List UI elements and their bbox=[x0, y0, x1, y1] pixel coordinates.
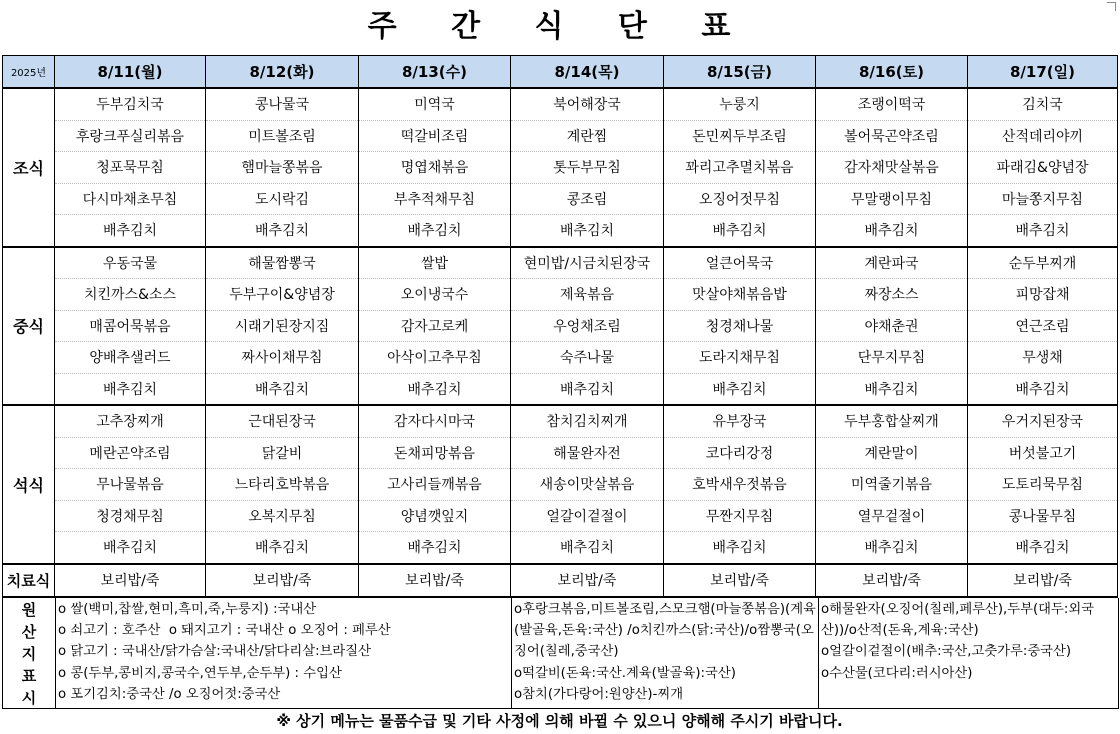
corner-mark bbox=[1107, 2, 1116, 11]
menu-item: 배추김치 bbox=[206, 373, 359, 405]
therapeutic-item: 보리밥/죽 bbox=[968, 564, 1118, 597]
menu-item: 돈민찌두부조림 bbox=[664, 120, 816, 152]
menu-item: 무생채 bbox=[968, 342, 1118, 374]
menu-item: 도토리묵무침 bbox=[968, 469, 1118, 501]
menu-item: 배추김치 bbox=[359, 215, 511, 247]
menu-item: 연근조림 bbox=[968, 310, 1118, 342]
menu-item: 청포묵무침 bbox=[55, 152, 206, 184]
menu-row bbox=[3, 373, 1118, 405]
menu-item: 우엉채조림 bbox=[511, 310, 664, 342]
menu-item: 두부홍합살찌개 bbox=[816, 405, 968, 437]
year-label: 2025년 bbox=[3, 56, 55, 89]
menu-item: 북어해장국 bbox=[511, 88, 664, 120]
menu-row bbox=[3, 120, 1118, 152]
menu-item: 콩조림 bbox=[511, 183, 664, 215]
menu-item: 양념깻잎지 bbox=[359, 500, 511, 532]
menu-item: 야채춘권 bbox=[816, 310, 968, 342]
origin-label-char: 시 bbox=[21, 688, 37, 707]
menu-item: 꽈리고추멸치볶음 bbox=[664, 152, 816, 184]
day-header: 8/14(목) bbox=[511, 56, 664, 89]
menu-item: 우동국물 bbox=[55, 247, 206, 279]
menu-item: 배추김치 bbox=[968, 532, 1118, 564]
menu-item: 아삭이고추무침 bbox=[359, 342, 511, 374]
menu-item: 배추김치 bbox=[816, 215, 968, 247]
menu-item: 고추장찌개 bbox=[55, 405, 206, 437]
therapeutic-item: 보리밥/죽 bbox=[664, 564, 816, 597]
menu-item: 배추김치 bbox=[816, 373, 968, 405]
day-header: 8/15(금) bbox=[664, 56, 816, 89]
menu-item: 돈채피망볶음 bbox=[359, 437, 511, 469]
menu-item: 콩나물국 bbox=[206, 88, 359, 120]
therapeutic-item: 보리밥/죽 bbox=[206, 564, 359, 597]
menu-item: 계란찜 bbox=[511, 120, 664, 152]
menu-item: 산적데리야끼 bbox=[968, 120, 1118, 152]
menu-item: 배추김치 bbox=[359, 532, 511, 564]
menu-item: 배추김치 bbox=[206, 532, 359, 564]
menu-item: 후랑크푸실리볶음 bbox=[55, 120, 206, 152]
day-header: 8/13(수) bbox=[359, 56, 511, 89]
menu-item: 치킨까스&소스 bbox=[55, 279, 206, 311]
menu-item: 청경채나물 bbox=[664, 310, 816, 342]
origin-label-char: 지 bbox=[21, 644, 37, 663]
menu-item: 호박새우젓볶음 bbox=[664, 469, 816, 501]
menu-item: 얼갈이겉절이 bbox=[511, 500, 664, 532]
day-header: 8/16(토) bbox=[816, 56, 968, 89]
menu-item: 배추김치 bbox=[968, 215, 1118, 247]
menu-item: 도시락김 bbox=[206, 183, 359, 215]
menu-item: 양배추샐러드 bbox=[55, 342, 206, 374]
menu-item: 오징어젓무침 bbox=[664, 183, 816, 215]
meal-label: 중식 bbox=[3, 247, 55, 406]
page-title: 주 간 식 단 표 bbox=[367, 9, 753, 44]
menu-item: 두부김치국 bbox=[55, 88, 206, 120]
day-header: 8/12(화) bbox=[206, 56, 359, 89]
notice-text: ※ 상기 메뉴는 물품수급 및 기타 사정에 의해 바뀔 수 있으니 양해해 주시기 바랍니다. bbox=[276, 712, 843, 730]
menu-item: 숙주나물 bbox=[511, 342, 664, 374]
menu-item: 햄마늘쫑볶음 bbox=[206, 152, 359, 184]
menu-item: 배추김치 bbox=[664, 532, 816, 564]
menu-item: 제육볶음 bbox=[511, 279, 664, 311]
menu-item: 배추김치 bbox=[816, 532, 968, 564]
menu-table bbox=[2, 55, 1118, 598]
menu-item: 배추김치 bbox=[664, 215, 816, 247]
menu-item: 버섯불고기 bbox=[968, 437, 1118, 469]
menu-item: 톳두부무침 bbox=[511, 152, 664, 184]
menu-item: 닭갈비 bbox=[206, 437, 359, 469]
therapeutic-label: 치료식 bbox=[3, 564, 55, 597]
menu-row bbox=[3, 279, 1118, 311]
menu-item: 시래기된장지짐 bbox=[206, 310, 359, 342]
menu-item: 순두부찌개 bbox=[968, 247, 1118, 279]
menu-item: 오이냉국수 bbox=[359, 279, 511, 311]
menu-row bbox=[3, 405, 1118, 437]
meal-label: 조식 bbox=[3, 88, 55, 247]
menu-item: 미트볼조림 bbox=[206, 120, 359, 152]
menu-item: 짜장소스 bbox=[816, 279, 968, 311]
origin-label-char: 표 bbox=[21, 666, 37, 685]
origin-label-char: 원 bbox=[21, 600, 37, 619]
menu-item: 명엽채볶음 bbox=[359, 152, 511, 184]
menu-item: 단무지무침 bbox=[816, 342, 968, 374]
menu-row bbox=[3, 437, 1118, 469]
therapeutic-item: 보리밥/죽 bbox=[359, 564, 511, 597]
origin-label bbox=[3, 598, 56, 708]
menu-item: 얼큰어묵국 bbox=[664, 247, 816, 279]
menu-item: 오복지무침 bbox=[206, 500, 359, 532]
menu-item: 느타리호박볶음 bbox=[206, 469, 359, 501]
menu-item: 청경채무침 bbox=[55, 500, 206, 532]
menu-row bbox=[3, 88, 1118, 120]
menu-item: 무짠지무침 bbox=[664, 500, 816, 532]
menu-item: 계란파국 bbox=[816, 247, 968, 279]
menu-item: 누룽지 bbox=[664, 88, 816, 120]
menu-item: 부추적채무침 bbox=[359, 183, 511, 215]
menu-item: 메란곤약조림 bbox=[55, 437, 206, 469]
menu-item: 볼어묵곤약조림 bbox=[816, 120, 968, 152]
menu-item: 배추김치 bbox=[511, 373, 664, 405]
menu-item: 맛살야채볶음밥 bbox=[664, 279, 816, 311]
day-header: 8/11(월) bbox=[55, 56, 206, 89]
menu-item: 떡갈비조림 bbox=[359, 120, 511, 152]
therapeutic-item: 보리밥/죽 bbox=[511, 564, 664, 597]
menu-item: 마늘쫑지무침 bbox=[968, 183, 1118, 215]
menu-row bbox=[3, 215, 1118, 247]
menu-item: 고사리들깨볶음 bbox=[359, 469, 511, 501]
menu-item: 해물완자전 bbox=[511, 437, 664, 469]
menu-item: 조랭이떡국 bbox=[816, 88, 968, 120]
menu-item: 감자고로케 bbox=[359, 310, 511, 342]
menu-item: 감자다시마국 bbox=[359, 405, 511, 437]
menu-row bbox=[3, 342, 1118, 374]
menu-item: 우거지된장국 bbox=[968, 405, 1118, 437]
menu-item: 배추김치 bbox=[359, 373, 511, 405]
day-header: 8/17(일) bbox=[968, 56, 1118, 89]
origin-label-char: 산 bbox=[21, 622, 37, 641]
menu-row bbox=[3, 469, 1118, 501]
origin-column-2: o후랑크볶음,미트볼조림,스모크햄(마늘쫑볶음)(계육(발골육,돈육:국산) /o치킨까스(닭:국산)/o짬뽕국(오징어(칠레,중국산) o떡갈비(돈육:국산.계육(발골육):국산) o참치(가다랑어:원양산)-찌개 bbox=[511, 598, 818, 708]
menu-item: 새송이맛살볶음 bbox=[511, 469, 664, 501]
origin-section bbox=[2, 598, 1119, 709]
origin-column-3: o해물완자(오징어(칠레,페루산),두부(대두:외국산))/o산적(돈육,계육:국산) o얼갈이겉절이(배추:국산,고춧가루:중국산) o수산물(코다리:러시아산) bbox=[818, 598, 1118, 708]
menu-item: 계란말이 bbox=[816, 437, 968, 469]
menu-row bbox=[3, 500, 1118, 532]
therapeutic-row bbox=[3, 564, 1118, 597]
menu-item: 미역줄기볶음 bbox=[816, 469, 968, 501]
menu-item: 배추김치 bbox=[55, 532, 206, 564]
menu-item: 배추김치 bbox=[511, 532, 664, 564]
menu-item: 콩나물무침 bbox=[968, 500, 1118, 532]
menu-item: 해물짬뽕국 bbox=[206, 247, 359, 279]
menu-row bbox=[3, 183, 1118, 215]
header-row bbox=[3, 56, 1118, 89]
menu-item: 현미밥/시금치된장국 bbox=[511, 247, 664, 279]
origin-column-1: o 쌀(백미,찹쌀,현미,흑미,죽,누룽지) :국내산 o 쇠고기 : 호주산 o 돼지고기 : 국내산 o 오징어 : 페루산 o 닭고기 : 국내산/닭가슴살:국내산/닭다리살:브라질산 o 콩(두부,콩비지,콩국수,연두부,순두부) : 수입산 o 포기김치:중국산 /o 오징어젓:중국산 bbox=[58, 602, 391, 702]
menu-item: 감자채맛살볶음 bbox=[816, 152, 968, 184]
menu-row bbox=[3, 152, 1118, 184]
menu-item: 매콤어묵볶음 bbox=[55, 310, 206, 342]
menu-item: 배추김치 bbox=[55, 373, 206, 405]
menu-item: 피망잡채 bbox=[968, 279, 1118, 311]
meal-label: 석식 bbox=[3, 405, 55, 564]
therapeutic-item: 보리밥/죽 bbox=[816, 564, 968, 597]
menu-item: 배추김치 bbox=[968, 373, 1118, 405]
menu-item: 배추김치 bbox=[511, 215, 664, 247]
menu-item: 무말랭이무침 bbox=[816, 183, 968, 215]
menu-item: 참치김치찌개 bbox=[511, 405, 664, 437]
menu-item: 미역국 bbox=[359, 88, 511, 120]
menu-item: 열무겉절이 bbox=[816, 500, 968, 532]
menu-item: 배추김치 bbox=[55, 215, 206, 247]
menu-item: 배추김치 bbox=[206, 215, 359, 247]
menu-item: 쌀밥 bbox=[359, 247, 511, 279]
menu-item: 짜사이채무침 bbox=[206, 342, 359, 374]
menu-item: 파래김&양념장 bbox=[968, 152, 1118, 184]
menu-item: 다시마채초무침 bbox=[55, 183, 206, 215]
menu-item: 유부장국 bbox=[664, 405, 816, 437]
menu-item: 두부구이&양념장 bbox=[206, 279, 359, 311]
menu-row bbox=[3, 310, 1118, 342]
menu-item: 근대된장국 bbox=[206, 405, 359, 437]
menu-item: 김치국 bbox=[968, 88, 1118, 120]
menu-row bbox=[3, 532, 1118, 564]
menu-item: 코다리강정 bbox=[664, 437, 816, 469]
menu-item: 도라지채무침 bbox=[664, 342, 816, 374]
therapeutic-item: 보리밥/죽 bbox=[55, 564, 206, 597]
menu-item: 무나물볶음 bbox=[55, 469, 206, 501]
menu-item: 배추김치 bbox=[664, 373, 816, 405]
menu-row bbox=[3, 247, 1118, 279]
